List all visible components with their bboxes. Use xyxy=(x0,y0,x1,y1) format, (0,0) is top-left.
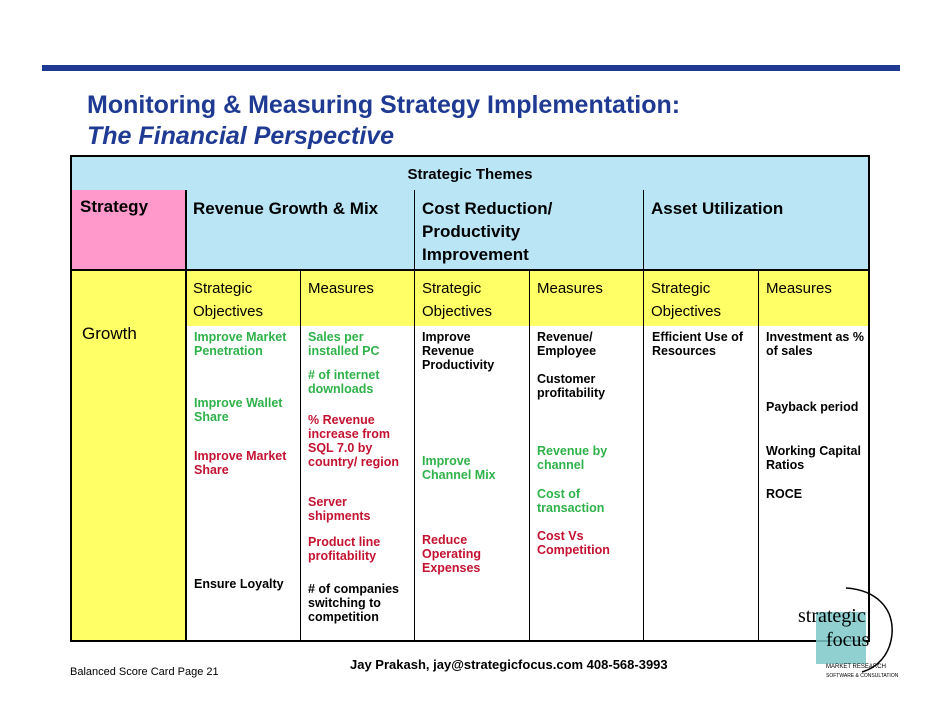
objective-market-share: Improve Market Share xyxy=(194,449,287,477)
strategic-themes-header: Strategic Themes xyxy=(72,157,868,190)
objective-ensure-loyalty: Ensure Loyalty xyxy=(194,577,284,591)
measure-investment-sales: Investment as % of sales xyxy=(766,330,864,358)
objective-market-penetration: Improve Market Penetration xyxy=(194,330,287,358)
theme-asset-utilization: Asset Utilization xyxy=(643,190,868,271)
header-divider xyxy=(72,269,868,271)
strategic-focus-logo xyxy=(786,584,898,704)
measure-revenue-increase: % Revenue increase from SQL 7.0 by country/ region xyxy=(308,413,399,469)
logo-text-2: focus xyxy=(826,629,870,651)
logo-text-1: strategic xyxy=(798,605,866,627)
measure-sales-per-pc: Sales per installed PC xyxy=(308,330,380,358)
theme-cost-reduction: Cost Reduction/ Productivity Improvement xyxy=(414,190,643,271)
subheader-objectives-2: Strategic Objectives xyxy=(414,271,529,326)
subheader-objectives-3: Strategic Objectives xyxy=(643,271,758,326)
measure-customer-profitability: Customer profitability xyxy=(537,372,606,400)
subheader-measures-1: Measures xyxy=(300,271,414,326)
col-divider xyxy=(758,271,759,640)
page-title xyxy=(87,90,680,152)
logo-sub-1: MARKET RESEARCH xyxy=(826,664,886,670)
measure-server-shipments: Server shipments xyxy=(308,495,371,523)
measure-revenue-employee: Revenue/ Employee xyxy=(537,330,597,358)
measure-payback-period: Payback period xyxy=(766,400,859,414)
strategy-header: Strategy xyxy=(72,190,185,271)
scorecard-table xyxy=(70,155,870,642)
measure-revenue-by-channel: Revenue by channel xyxy=(537,444,608,472)
measure-roce: ROCE xyxy=(766,487,803,501)
title-line2: The Financial Perspective xyxy=(87,122,395,150)
measure-companies-switching: # of companies switching to competition xyxy=(308,582,399,624)
measure-cost-of-transaction: Cost of transaction xyxy=(537,487,605,515)
measure-cost-vs-competition: Cost Vs Competition xyxy=(537,529,610,557)
col-divider xyxy=(185,190,187,640)
col-divider xyxy=(643,190,644,640)
objective-channel-mix: Improve Channel Mix xyxy=(422,454,496,482)
col-divider xyxy=(529,271,530,640)
measure-working-capital: Working Capital Ratios xyxy=(766,444,861,472)
measure-product-line: Product line profitability xyxy=(308,535,381,563)
footer-contact: Jay Prakash, jay@strategicfocus.com 408-568-3993 xyxy=(350,657,668,672)
logo-sub-2: SOFTWARE & CONSULTATION xyxy=(826,673,898,679)
objective-efficient-use: Efficient Use of Resources xyxy=(652,330,743,358)
objective-revenue-productivity: Improve Revenue Productivity xyxy=(422,330,495,372)
subheader-objectives-1: Strategic Objectives xyxy=(185,271,300,326)
logo-graphic xyxy=(786,584,898,704)
title-line1: Monitoring & Measuring Strategy Implementation: xyxy=(87,91,681,119)
footer-page-label: Balanced Score Card Page 21 xyxy=(70,666,219,678)
col-divider xyxy=(414,190,415,640)
objective-wallet-share: Improve Wallet Share xyxy=(194,396,283,424)
measure-internet-downloads: # of internet downloads xyxy=(308,368,380,396)
theme-revenue-growth: Revenue Growth & Mix xyxy=(185,190,414,271)
objective-reduce-expenses: Reduce Operating Expenses xyxy=(422,533,482,575)
subheader-measures-3: Measures xyxy=(758,271,868,326)
row-label-growth: Growth xyxy=(82,324,137,343)
top-rule xyxy=(42,65,900,71)
subheader-measures-2: Measures xyxy=(529,271,643,326)
col-divider xyxy=(300,271,301,640)
